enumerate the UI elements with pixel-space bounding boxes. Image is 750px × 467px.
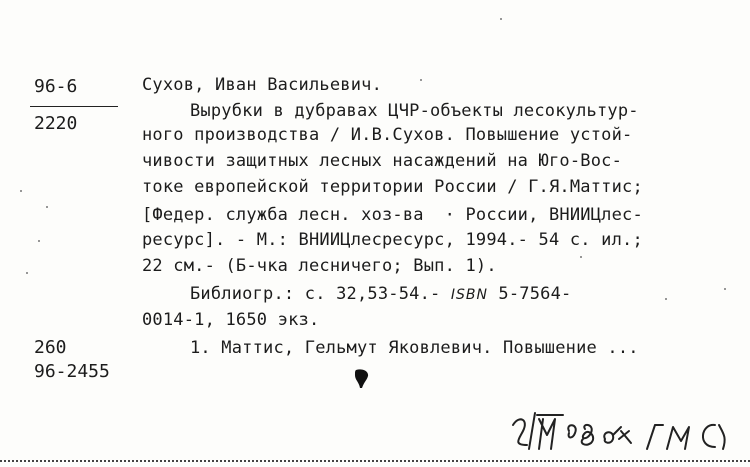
isbn-label: ISBN (450, 287, 488, 303)
punch-hole-mark (352, 368, 372, 390)
scan-speck (500, 18, 502, 20)
scan-speck (724, 288, 726, 290)
handwritten-note-signature (505, 405, 745, 460)
bibliography-text: Библиогр.: с. 32,53-54.- (190, 284, 441, 304)
scan-speck (46, 206, 48, 208)
record-line: чивости защитных лесных насаждений на Юго-Вос- (142, 151, 623, 171)
scan-speck (580, 256, 582, 258)
author-heading: Сухов, Иван Васильевич. (142, 75, 383, 95)
scan-speck (420, 79, 422, 81)
inventory-number: 96-2455 (34, 361, 110, 382)
shelfmark-top: 96-6 (34, 76, 78, 97)
isbn-value: 5-7564- (498, 284, 572, 304)
record-line: [Федер. служба лесн. хоз-ва · России, ВНИИЦлес- (142, 205, 643, 225)
class-number: 260 (34, 337, 67, 358)
record-line: токе европейской территории России / Г.Я.Маттис; (142, 177, 643, 197)
bibliography-note (190, 284, 571, 305)
tracing-entry: 1. Маттис, Гельмут Яковлевич. Повышение ... (190, 338, 639, 358)
scan-speck (665, 298, 667, 300)
scan-speck (38, 240, 40, 242)
record-line: ресурс]. - М.: ВНИИЦлесресурс, 1994.- 54 с. ил.; (142, 230, 643, 250)
shelfmark-divider (30, 106, 118, 107)
scan-speck (20, 190, 22, 192)
record-line: Вырубки в дубравах ЦЧР-объекты лесокультур- (190, 101, 639, 121)
isbn-continuation: 0014-1, 1650 экз. (142, 310, 320, 330)
record-line: ного производства / И.В.Сухов. Повышение устой- (142, 125, 633, 145)
record-line: 22 см.- (Б-чка лесничего; Вып. 1). (142, 256, 497, 276)
card-bottom-edge (0, 460, 750, 464)
scan-speck (26, 272, 28, 274)
shelfmark-bottom: 2220 (34, 113, 78, 134)
